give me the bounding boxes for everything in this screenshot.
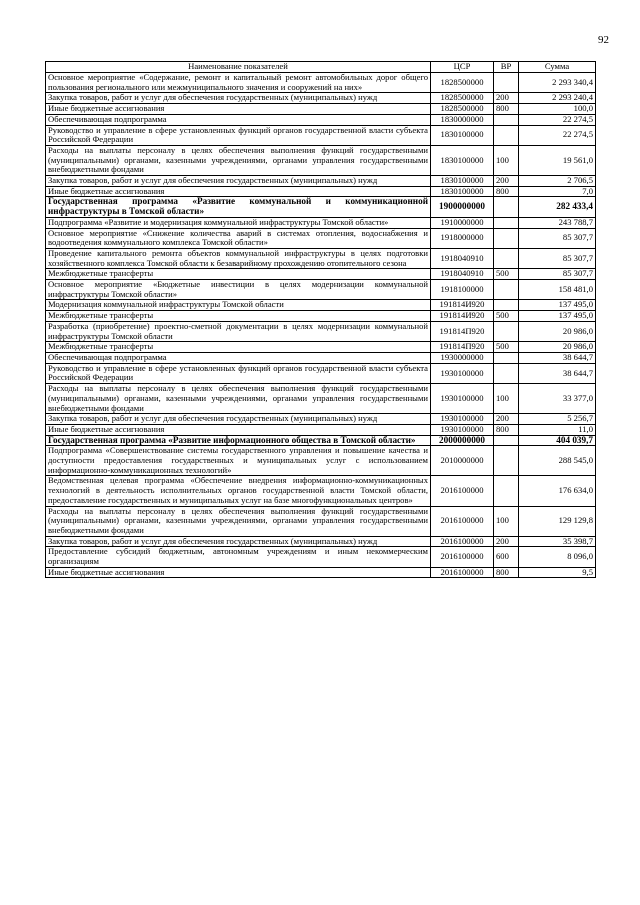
cell-csr: 1930100000 bbox=[431, 414, 494, 425]
cell-vr bbox=[494, 435, 519, 446]
table-row bbox=[46, 547, 596, 567]
table-row bbox=[46, 414, 596, 425]
page-number: 92 bbox=[598, 34, 609, 46]
cell-csr: 1918000000 bbox=[431, 228, 494, 248]
cell-csr: 1918040910 bbox=[431, 269, 494, 280]
table-row bbox=[46, 280, 596, 300]
table-row bbox=[46, 321, 596, 341]
cell-sum: 137 495,0 bbox=[519, 300, 596, 311]
cell-name: Закупка товаров, работ и услуг для обеспечения государственных (муниципальных) нужд bbox=[46, 414, 431, 425]
cell-name: Основное мероприятие «Бюджетные инвестиции в целях модернизации коммунальной инфраструктуры Томской области» bbox=[46, 280, 431, 300]
cell-csr: 1830100000 bbox=[431, 145, 494, 175]
cell-csr: 2016100000 bbox=[431, 567, 494, 578]
cell-vr: 100 bbox=[494, 384, 519, 414]
column-header-name: Наименование показателей bbox=[46, 62, 431, 73]
cell-sum: 404 039,7 bbox=[519, 435, 596, 446]
cell-sum: 85 307,7 bbox=[519, 248, 596, 268]
cell-vr bbox=[494, 280, 519, 300]
cell-name: Разработка (приобретение) проектно-сметной документации в целях модернизации коммунальной инфраструктуры Томской области bbox=[46, 321, 431, 341]
cell-csr: 2016100000 bbox=[431, 506, 494, 536]
column-header-sum: Сумма bbox=[519, 62, 596, 73]
cell-csr: 1918100000 bbox=[431, 280, 494, 300]
cell-vr: 800 bbox=[494, 567, 519, 578]
cell-csr: 1828500000 bbox=[431, 104, 494, 115]
cell-name: Расходы на выплаты персоналу в целях обеспечения выполнения функций государственными (муниципальными) органами, казенными учреждениями, органами управления государственными внебюджетными фондами bbox=[46, 145, 431, 175]
cell-name: Подпрограмма «Совершенствование системы государственного управления и повышение качества и доступности предоставления государственных и муниципальных услуг с использованием информационно-коммуникационных технологий» bbox=[46, 446, 431, 476]
cell-sum: 2 706,5 bbox=[519, 176, 596, 187]
cell-name: Государственная программа «Развитие информационного общества в Томской области» bbox=[46, 435, 431, 446]
cell-csr: 1930100000 bbox=[431, 363, 494, 383]
cell-vr bbox=[494, 352, 519, 363]
cell-csr: 191814И920 bbox=[431, 311, 494, 322]
cell-name: Основное мероприятие «Снижение количества аварий в системах отопления, водоснабжения и водоотведения коммунального комплекса Томской области» bbox=[46, 228, 431, 248]
table-row bbox=[46, 506, 596, 536]
cell-sum: 137 495,0 bbox=[519, 311, 596, 322]
cell-csr: 1828500000 bbox=[431, 93, 494, 104]
cell-vr bbox=[494, 446, 519, 476]
cell-vr: 500 bbox=[494, 269, 519, 280]
cell-csr: 1900000000 bbox=[431, 197, 494, 217]
table-row bbox=[46, 446, 596, 476]
cell-csr: 1918040910 bbox=[431, 248, 494, 268]
cell-sum: 22 274,5 bbox=[519, 125, 596, 145]
cell-vr bbox=[494, 114, 519, 125]
cell-name: Иные бюджетные ассигнования bbox=[46, 104, 431, 115]
table-row bbox=[46, 342, 596, 353]
cell-csr: 2010000000 bbox=[431, 446, 494, 476]
cell-csr: 2016100000 bbox=[431, 536, 494, 547]
cell-name: Ведомственная целевая программа «Обеспечение внедрения информационно-коммуникационных технологий в деятельность исполнительных органов государственной власти Томской области, предоставление государственных и муниципальных услуг на базе многофункциональных центров» bbox=[46, 476, 431, 506]
cell-vr: 800 bbox=[494, 186, 519, 197]
cell-csr: 1930000000 bbox=[431, 352, 494, 363]
table-row bbox=[46, 145, 596, 175]
cell-vr bbox=[494, 228, 519, 248]
cell-sum: 8 096,0 bbox=[519, 547, 596, 567]
table-row bbox=[46, 125, 596, 145]
table-row bbox=[46, 73, 596, 93]
table-row bbox=[46, 476, 596, 506]
cell-vr bbox=[494, 300, 519, 311]
table-row bbox=[46, 217, 596, 228]
cell-sum: 9,5 bbox=[519, 567, 596, 578]
cell-vr: 100 bbox=[494, 145, 519, 175]
cell-sum: 35 398,7 bbox=[519, 536, 596, 547]
cell-sum: 7,0 bbox=[519, 186, 596, 197]
cell-sum: 85 307,7 bbox=[519, 269, 596, 280]
table-body bbox=[46, 73, 596, 578]
cell-csr: 2016100000 bbox=[431, 476, 494, 506]
table-row bbox=[46, 300, 596, 311]
cell-name: Проведение капитального ремонта объектов коммунальной инфраструктуры в целях подготовки хозяйственного комплекса Томской области к безаварийному прохождению отопительного сезона bbox=[46, 248, 431, 268]
table-row bbox=[46, 269, 596, 280]
table-row bbox=[46, 186, 596, 197]
cell-name: Предоставление субсидий бюджетным, автономным учреждениям и иным некоммерческим организациям bbox=[46, 547, 431, 567]
table-row bbox=[46, 104, 596, 115]
cell-vr bbox=[494, 197, 519, 217]
cell-vr: 200 bbox=[494, 414, 519, 425]
cell-sum: 20 986,0 bbox=[519, 321, 596, 341]
cell-name: Модернизация коммунальной инфраструктуры Томской области bbox=[46, 300, 431, 311]
cell-sum: 11,0 bbox=[519, 424, 596, 435]
cell-sum: 2 293 240,4 bbox=[519, 93, 596, 104]
cell-sum: 288 545,0 bbox=[519, 446, 596, 476]
cell-sum: 22 274,5 bbox=[519, 114, 596, 125]
table-row bbox=[46, 384, 596, 414]
table-row bbox=[46, 114, 596, 125]
cell-sum: 129 129,8 bbox=[519, 506, 596, 536]
table-header-row bbox=[46, 62, 596, 73]
cell-name: Подпрограмма «Развитие и модернизация коммунальной инфраструктуры Томской области» bbox=[46, 217, 431, 228]
table-row bbox=[46, 567, 596, 578]
cell-name: Межбюджетные трансферты bbox=[46, 342, 431, 353]
cell-vr bbox=[494, 321, 519, 341]
cell-csr: 1828500000 bbox=[431, 73, 494, 93]
cell-sum: 158 481,0 bbox=[519, 280, 596, 300]
cell-csr: 2000000000 bbox=[431, 435, 494, 446]
cell-name: Закупка товаров, работ и услуг для обеспечения государственных (муниципальных) нужд bbox=[46, 536, 431, 547]
cell-csr: 1830100000 bbox=[431, 186, 494, 197]
cell-vr: 800 bbox=[494, 104, 519, 115]
cell-sum: 100,0 bbox=[519, 104, 596, 115]
cell-sum: 243 788,7 bbox=[519, 217, 596, 228]
cell-name: Иные бюджетные ассигнования bbox=[46, 186, 431, 197]
table-row bbox=[46, 352, 596, 363]
table-row bbox=[46, 248, 596, 268]
cell-sum: 85 307,7 bbox=[519, 228, 596, 248]
cell-name: Обеспечивающая подпрограмма bbox=[46, 114, 431, 125]
cell-vr bbox=[494, 73, 519, 93]
cell-csr: 191814И920 bbox=[431, 300, 494, 311]
cell-name: Руководство и управление в сфере установленных функций органов государственной власти субъекта Российской Федерации bbox=[46, 363, 431, 383]
table-row bbox=[46, 197, 596, 217]
cell-vr: 200 bbox=[494, 93, 519, 104]
cell-vr: 200 bbox=[494, 176, 519, 187]
cell-vr: 200 bbox=[494, 536, 519, 547]
column-header-vr: ВР bbox=[494, 62, 519, 73]
cell-name: Иные бюджетные ассигнования bbox=[46, 424, 431, 435]
cell-vr: 100 bbox=[494, 506, 519, 536]
budget-table bbox=[45, 61, 596, 578]
cell-name: Закупка товаров, работ и услуг для обеспечения государственных (муниципальных) нужд bbox=[46, 176, 431, 187]
cell-name: Межбюджетные трансферты bbox=[46, 311, 431, 322]
cell-name: Расходы на выплаты персоналу в целях обеспечения выполнения функций государственными (муниципальными) органами, казенными учреждениями, органами управления государственными внебюджетными фондами bbox=[46, 384, 431, 414]
cell-vr: 500 bbox=[494, 311, 519, 322]
cell-name: Межбюджетные трансферты bbox=[46, 269, 431, 280]
cell-sum: 176 634,0 bbox=[519, 476, 596, 506]
cell-csr: 2016100000 bbox=[431, 547, 494, 567]
cell-name: Основное мероприятие «Содержание, ремонт и капитальный ремонт автомобильных дорог общего пользования регионального или межмуниципального значения и сооружений на них» bbox=[46, 73, 431, 93]
cell-sum: 282 433,4 bbox=[519, 197, 596, 217]
cell-sum: 38 644,7 bbox=[519, 363, 596, 383]
cell-csr: 1830100000 bbox=[431, 125, 494, 145]
cell-csr: 1910000000 bbox=[431, 217, 494, 228]
cell-vr bbox=[494, 476, 519, 506]
cell-csr: 191814П920 bbox=[431, 321, 494, 341]
cell-csr: 1830000000 bbox=[431, 114, 494, 125]
cell-vr: 600 bbox=[494, 547, 519, 567]
cell-csr: 1830100000 bbox=[431, 176, 494, 187]
cell-vr: 500 bbox=[494, 342, 519, 353]
cell-vr bbox=[494, 125, 519, 145]
cell-name: Иные бюджетные ассигнования bbox=[46, 567, 431, 578]
table-row bbox=[46, 311, 596, 322]
cell-vr bbox=[494, 248, 519, 268]
cell-csr: 1930100000 bbox=[431, 384, 494, 414]
cell-sum: 5 256,7 bbox=[519, 414, 596, 425]
cell-sum: 20 986,0 bbox=[519, 342, 596, 353]
cell-name: Закупка товаров, работ и услуг для обеспечения государственных (муниципальных) нужд bbox=[46, 93, 431, 104]
cell-name: Государственная программа «Развитие коммунальной и коммуникационной инфраструктуры в Томской области» bbox=[46, 197, 431, 217]
cell-sum: 19 561,0 bbox=[519, 145, 596, 175]
cell-sum: 38 644,7 bbox=[519, 352, 596, 363]
cell-sum: 33 377,0 bbox=[519, 384, 596, 414]
cell-name: Расходы на выплаты персоналу в целях обеспечения выполнения функций государственными (муниципальными) органами, казенными учреждениями, органами управления государственными внебюджетными фондами bbox=[46, 506, 431, 536]
table-row bbox=[46, 536, 596, 547]
table-row bbox=[46, 424, 596, 435]
table-row bbox=[46, 228, 596, 248]
cell-csr: 191814П920 bbox=[431, 342, 494, 353]
cell-vr bbox=[494, 217, 519, 228]
column-header-csr: ЦСР bbox=[431, 62, 494, 73]
table-row bbox=[46, 176, 596, 187]
cell-sum: 2 293 340,4 bbox=[519, 73, 596, 93]
table-row bbox=[46, 363, 596, 383]
cell-vr: 800 bbox=[494, 424, 519, 435]
cell-name: Обеспечивающая подпрограмма bbox=[46, 352, 431, 363]
cell-csr: 1930100000 bbox=[431, 424, 494, 435]
cell-vr bbox=[494, 363, 519, 383]
table-row bbox=[46, 93, 596, 104]
table-row bbox=[46, 435, 596, 446]
cell-name: Руководство и управление в сфере установленных функций органов государственной власти субъекта Российской Федерации bbox=[46, 125, 431, 145]
